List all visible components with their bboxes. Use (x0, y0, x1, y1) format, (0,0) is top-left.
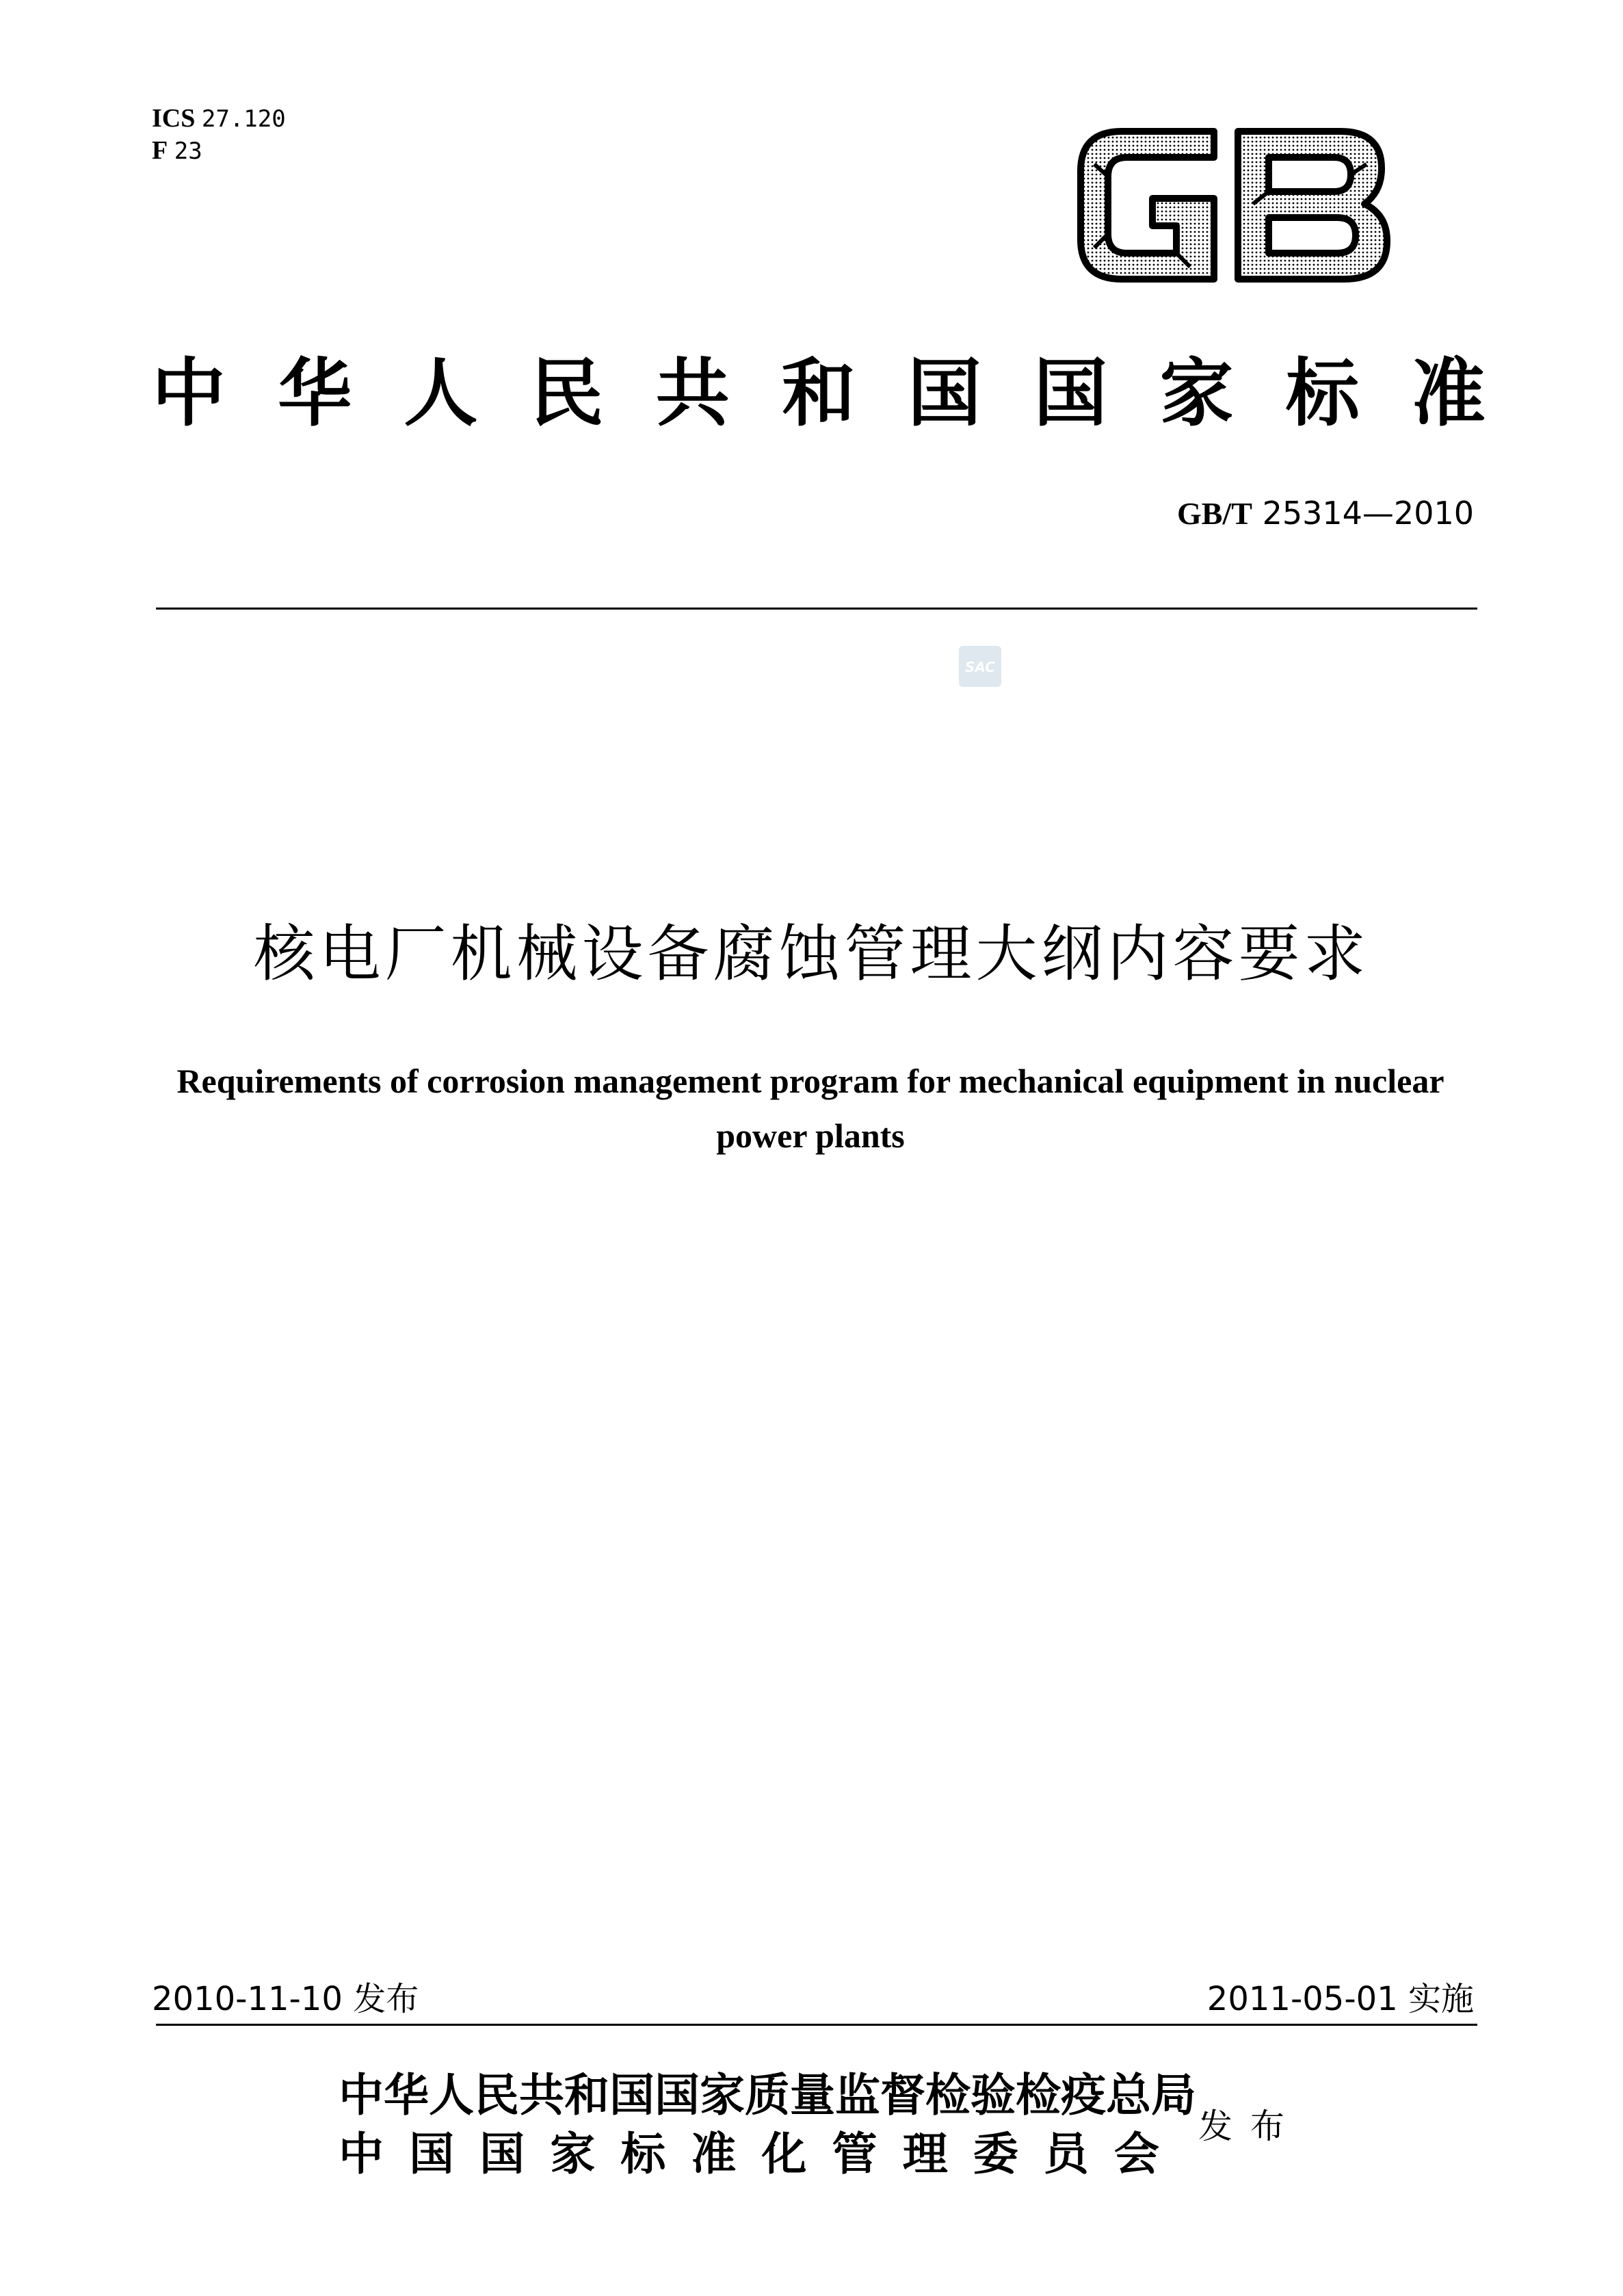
title-char: 和 (781, 350, 856, 436)
issuer-aqsiq: 中华人民共和国国家质量监督检验检疫总局 (339, 2069, 1196, 2122)
title-char: 国 (908, 350, 982, 436)
issuer-char: 委 (973, 2128, 1018, 2180)
issuer-char: 国 (479, 2128, 525, 2180)
document-title-cn: 核电厂机械设备腐蚀管理大纲内容要求 (253, 918, 1370, 990)
bottom-divider (156, 2024, 1477, 2026)
title-char: 国 (1033, 350, 1108, 436)
issuer-char: 管 (832, 2128, 878, 2180)
issuer-char: 国 (409, 2128, 455, 2180)
issuer-char: 标 (620, 2128, 666, 2180)
ccs-value: 23 (174, 138, 202, 165)
standard-number-prefix: GB/T (1177, 496, 1252, 531)
title-char: 华 (278, 350, 352, 436)
issuer-char: 化 (761, 2128, 807, 2180)
publish-label: 发布 (1198, 2106, 1302, 2146)
standard-number (1177, 495, 1474, 532)
issuer-char: 会 (1113, 2128, 1159, 2180)
sac-mark (958, 644, 1003, 688)
issuer-char: 理 (902, 2128, 948, 2180)
issuer-char: 员 (1043, 2128, 1089, 2180)
issuer-char: 中 (339, 2128, 384, 2180)
ics-code (152, 103, 286, 135)
title-char: 人 (404, 350, 478, 436)
title-char: 民 (529, 350, 604, 436)
national-standard-title (152, 339, 1486, 434)
gb-logo-letter-g (1081, 131, 1214, 279)
standard-number-value: 25314—2010 (1262, 495, 1474, 532)
issuer-sac (339, 2125, 1159, 2184)
gb-logo-letter-b (1238, 131, 1387, 279)
title-char: 家 (1159, 350, 1234, 436)
document-title-en: Requirements of corrosion management program for mechanical equipment in nuclear power plants (176, 1062, 1444, 1155)
ccs-code (152, 135, 286, 167)
issuer-char: 准 (691, 2128, 737, 2180)
ccs-label: F (152, 136, 168, 165)
title-char: 中 (152, 350, 226, 436)
top-divider (156, 608, 1477, 610)
svg-text:SAC: SAC (965, 659, 995, 675)
gb-logo (1074, 123, 1395, 287)
title-char: 准 (1411, 350, 1486, 436)
implementation-date: 2011-05-01 实施 (1206, 1980, 1474, 2018)
issuer-char: 家 (550, 2128, 596, 2180)
title-char: 标 (1285, 350, 1360, 436)
title-char: 共 (655, 350, 730, 436)
ics-value: 27.120 (201, 105, 286, 133)
ics-label: ICS (152, 104, 196, 133)
issuing-authorities (339, 2066, 1196, 2184)
publish-date: 2010-11-10 发布 (152, 1980, 419, 2018)
classification-codes (152, 103, 286, 167)
